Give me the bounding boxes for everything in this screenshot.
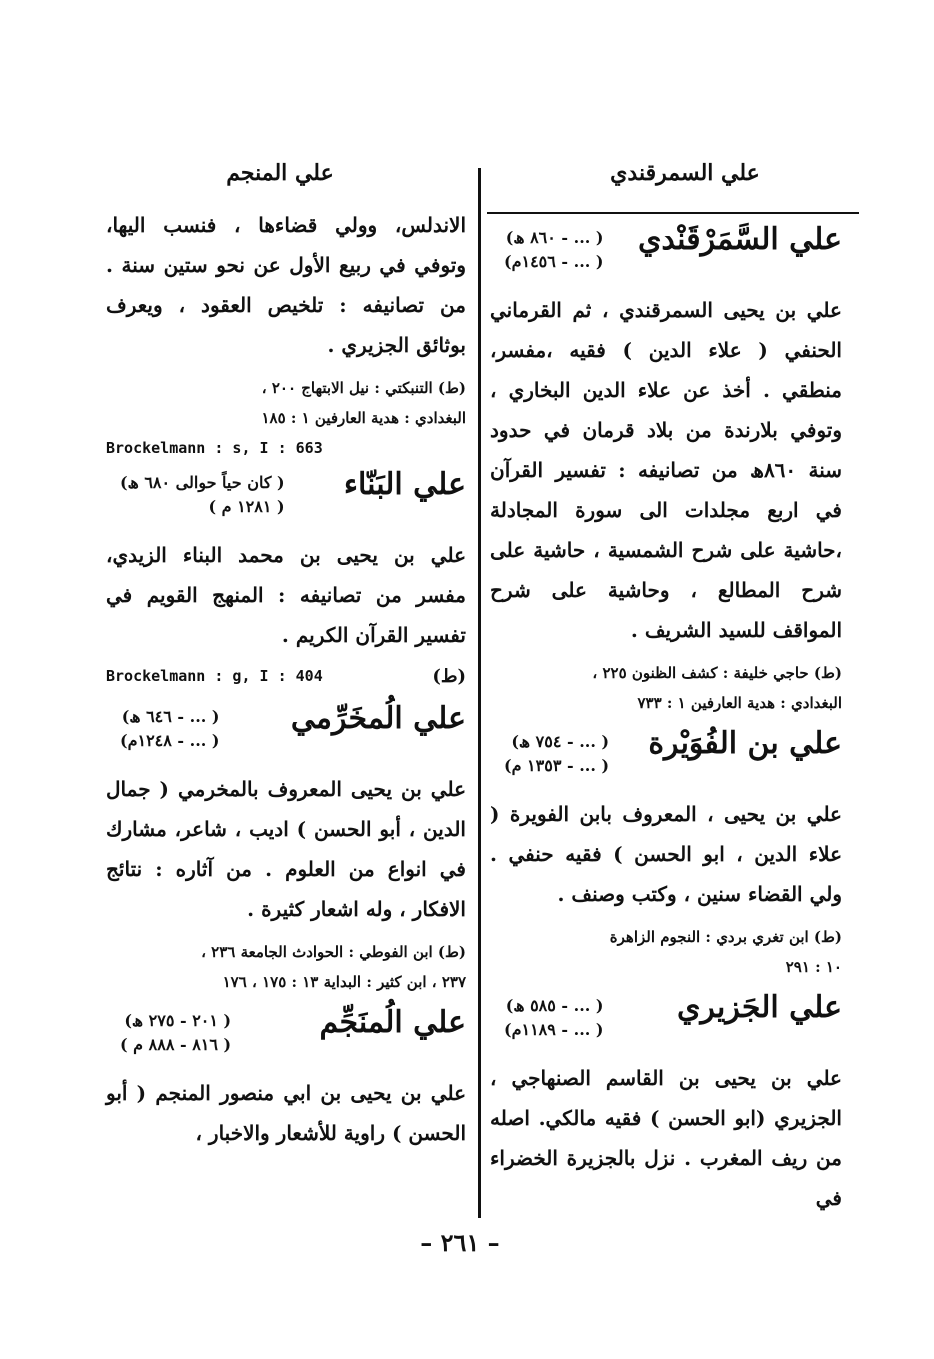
entry-references: [106, 937, 466, 997]
entry-body: علي بن يحيى بن ابي منصور المنجم ( أبو الحسن ) راوية للأشعار والاخبار ،: [106, 1081, 466, 1145]
entry-dates: [504, 226, 604, 274]
dates-hijri: ( ٢٠١ - ٢٧٥ ھ): [124, 1011, 232, 1030]
entry-name: علي البَنّاء: [343, 467, 466, 502]
entry-name: علي الُمخَرِّمي: [290, 701, 466, 736]
dates-gregorian: ( ... - ١٢٤٨م): [120, 731, 220, 750]
entry-heading: [490, 218, 842, 284]
entry-references: [490, 922, 842, 982]
entry-name: علي الجَزيري: [676, 990, 842, 1025]
entry-name: علي بن الفُوَيْرة: [648, 726, 842, 761]
reference-row: [106, 661, 466, 691]
entry-dates: [120, 1009, 231, 1057]
entry-heading: [106, 463, 466, 529]
reference-line: (ط) ابن الفوطي : الحوادث الجامعة ٢٣٦ ،: [201, 943, 466, 961]
reference-line: (ط) ابن تغري بردي : النجوم الزاهرة: [609, 928, 842, 946]
left-column: [106, 205, 466, 1153]
dates-gregorian: ( ٨١٦ - ٨٨٨ م ): [120, 1035, 232, 1054]
reference-line: (ط) حاجي خليفة : كشف الظنون ٢٢٥ ،: [592, 664, 842, 682]
entry-body: علي بن يحيى بن محمد البناء الزيدي، مفسر من تصانيفه : المنهج القويم في تفسير القرآن الكريم .: [106, 543, 466, 647]
entry-munajjim: [106, 1001, 466, 1153]
reference-line: (ط) التنبكتي : نيل الابتهاج ٢٠٠ ،: [261, 379, 466, 397]
right-column: [490, 214, 842, 1218]
reference-line: ١٠ : ٢٩١: [785, 958, 842, 976]
dates-gregorian: ( ١٢٨١ م ): [208, 497, 285, 516]
page-number: – ٢٦١ –: [420, 1228, 500, 1257]
entry-body: علي بن يحيى المعروف بالمخرمي ( جمال الدين ، أبو الحسن ) اديب ، شاعر، مشارك في انواع من العلوم . من آثاره : نتائج الافكار ، وله اشعار كثيرة .: [106, 777, 466, 921]
entry-name: علي الُمنَجِّم: [319, 1005, 466, 1040]
dates-hijri: ( ... - ٦٤٦ ھ): [121, 707, 220, 726]
entry-heading: [490, 986, 842, 1052]
entry-dates: [120, 705, 220, 753]
entry-references: [490, 658, 842, 718]
entry-heading: [106, 697, 466, 763]
entry-heading: [106, 1001, 466, 1067]
running-head-left: علي المنجم: [226, 160, 334, 186]
entry-continuation: [106, 205, 466, 457]
dates-hijri: ( ... - ٨٦٠ ھ): [505, 228, 604, 247]
reference-line: ٢٣٧ ، ابن كثير : البداية ١٣ : ١٧٥ ، ١٧٦: [222, 973, 466, 991]
entry-references: [106, 373, 466, 433]
latin-reference: Brockelmann : g, I : 404: [106, 667, 323, 685]
dates-gregorian: ( ... - ١١٨٩م): [504, 1020, 604, 1039]
entry-body: علي بن يحيى بن القاسم الصنهاجي ، الجزيري (ابو الحسن ) فقيه مالكي. اصله من ريف المغرب . نزل بالجزيرة الخضراء في: [490, 1066, 842, 1210]
entry-jaziri: [490, 986, 842, 1218]
dates-gregorian: ( ... - ١٣٥٣ م): [504, 756, 610, 775]
dates-hijri: ( ... - ٧٥٤ ھ): [511, 732, 610, 751]
reference-line: البغدادي : هدية العارفين ١ : ١٨٥: [261, 409, 466, 427]
entry-heading: [490, 722, 842, 788]
latin-reference: Brockelmann : s, I : 663: [106, 439, 323, 457]
entry-body: علي بن يحيى ، المعروف بابن الفويرة ( علاء الدين ، ابو الحسن ) فقيه حنفي . ولي القضاء سنين ، وكتب وصنف .: [490, 802, 842, 906]
reference-line: البغدادي : هدية العارفين ١ : ٧٣٣: [637, 694, 842, 712]
entry-dates: [120, 471, 285, 519]
running-head-right: علي السمرقندي: [610, 160, 760, 186]
entry-body: الاندلس، وولي قضاءها ، فنسب اليها، وتوفي في ربيع الأول عن نحو ستين سنة . من تصانيفه : تلخيص العقود ، ويعرف بوثائق الجزيري .: [106, 213, 466, 357]
entry-mukharrimi: [106, 697, 466, 997]
column-divider: [478, 168, 481, 1218]
dates-gregorian: ( ... - ١٤٥٦م): [504, 252, 604, 271]
dates-hijri: ( ... - ٥٨٥ ھ): [505, 996, 604, 1015]
entry-ibn-al-fuwayra: [490, 722, 842, 982]
entry-banna: [106, 463, 466, 691]
entry-dates: [504, 730, 609, 778]
entry-name: علي السَّمَرْقَنْدي: [637, 222, 842, 257]
source-tag: (ط): [432, 665, 466, 687]
dates-hijri: ( كان حياً حوالى ٦٨٠ ھ): [120, 473, 285, 492]
entry-body: علي بن يحيى السمرقندي ، ثم القرماني الحنفي ( علاء الدين ) فقيه ،مفسر، منطقي . أخذ عن علاء الدين البخاري ، وتوفي بلارندة من بلاد قرمان في حدود سنة ٨٦٠ھ من تصانيفه : تفسير القرآن في اربع مجلدات الى سورة المجادلة ،حاشية على شرح الشمسية ، حاشية على شرح المطالع ، وحاشية على شرح المواقف للسيد الشريف .: [490, 298, 842, 642]
entry-samarqandi: [490, 218, 842, 718]
entry-dates: [504, 994, 604, 1042]
